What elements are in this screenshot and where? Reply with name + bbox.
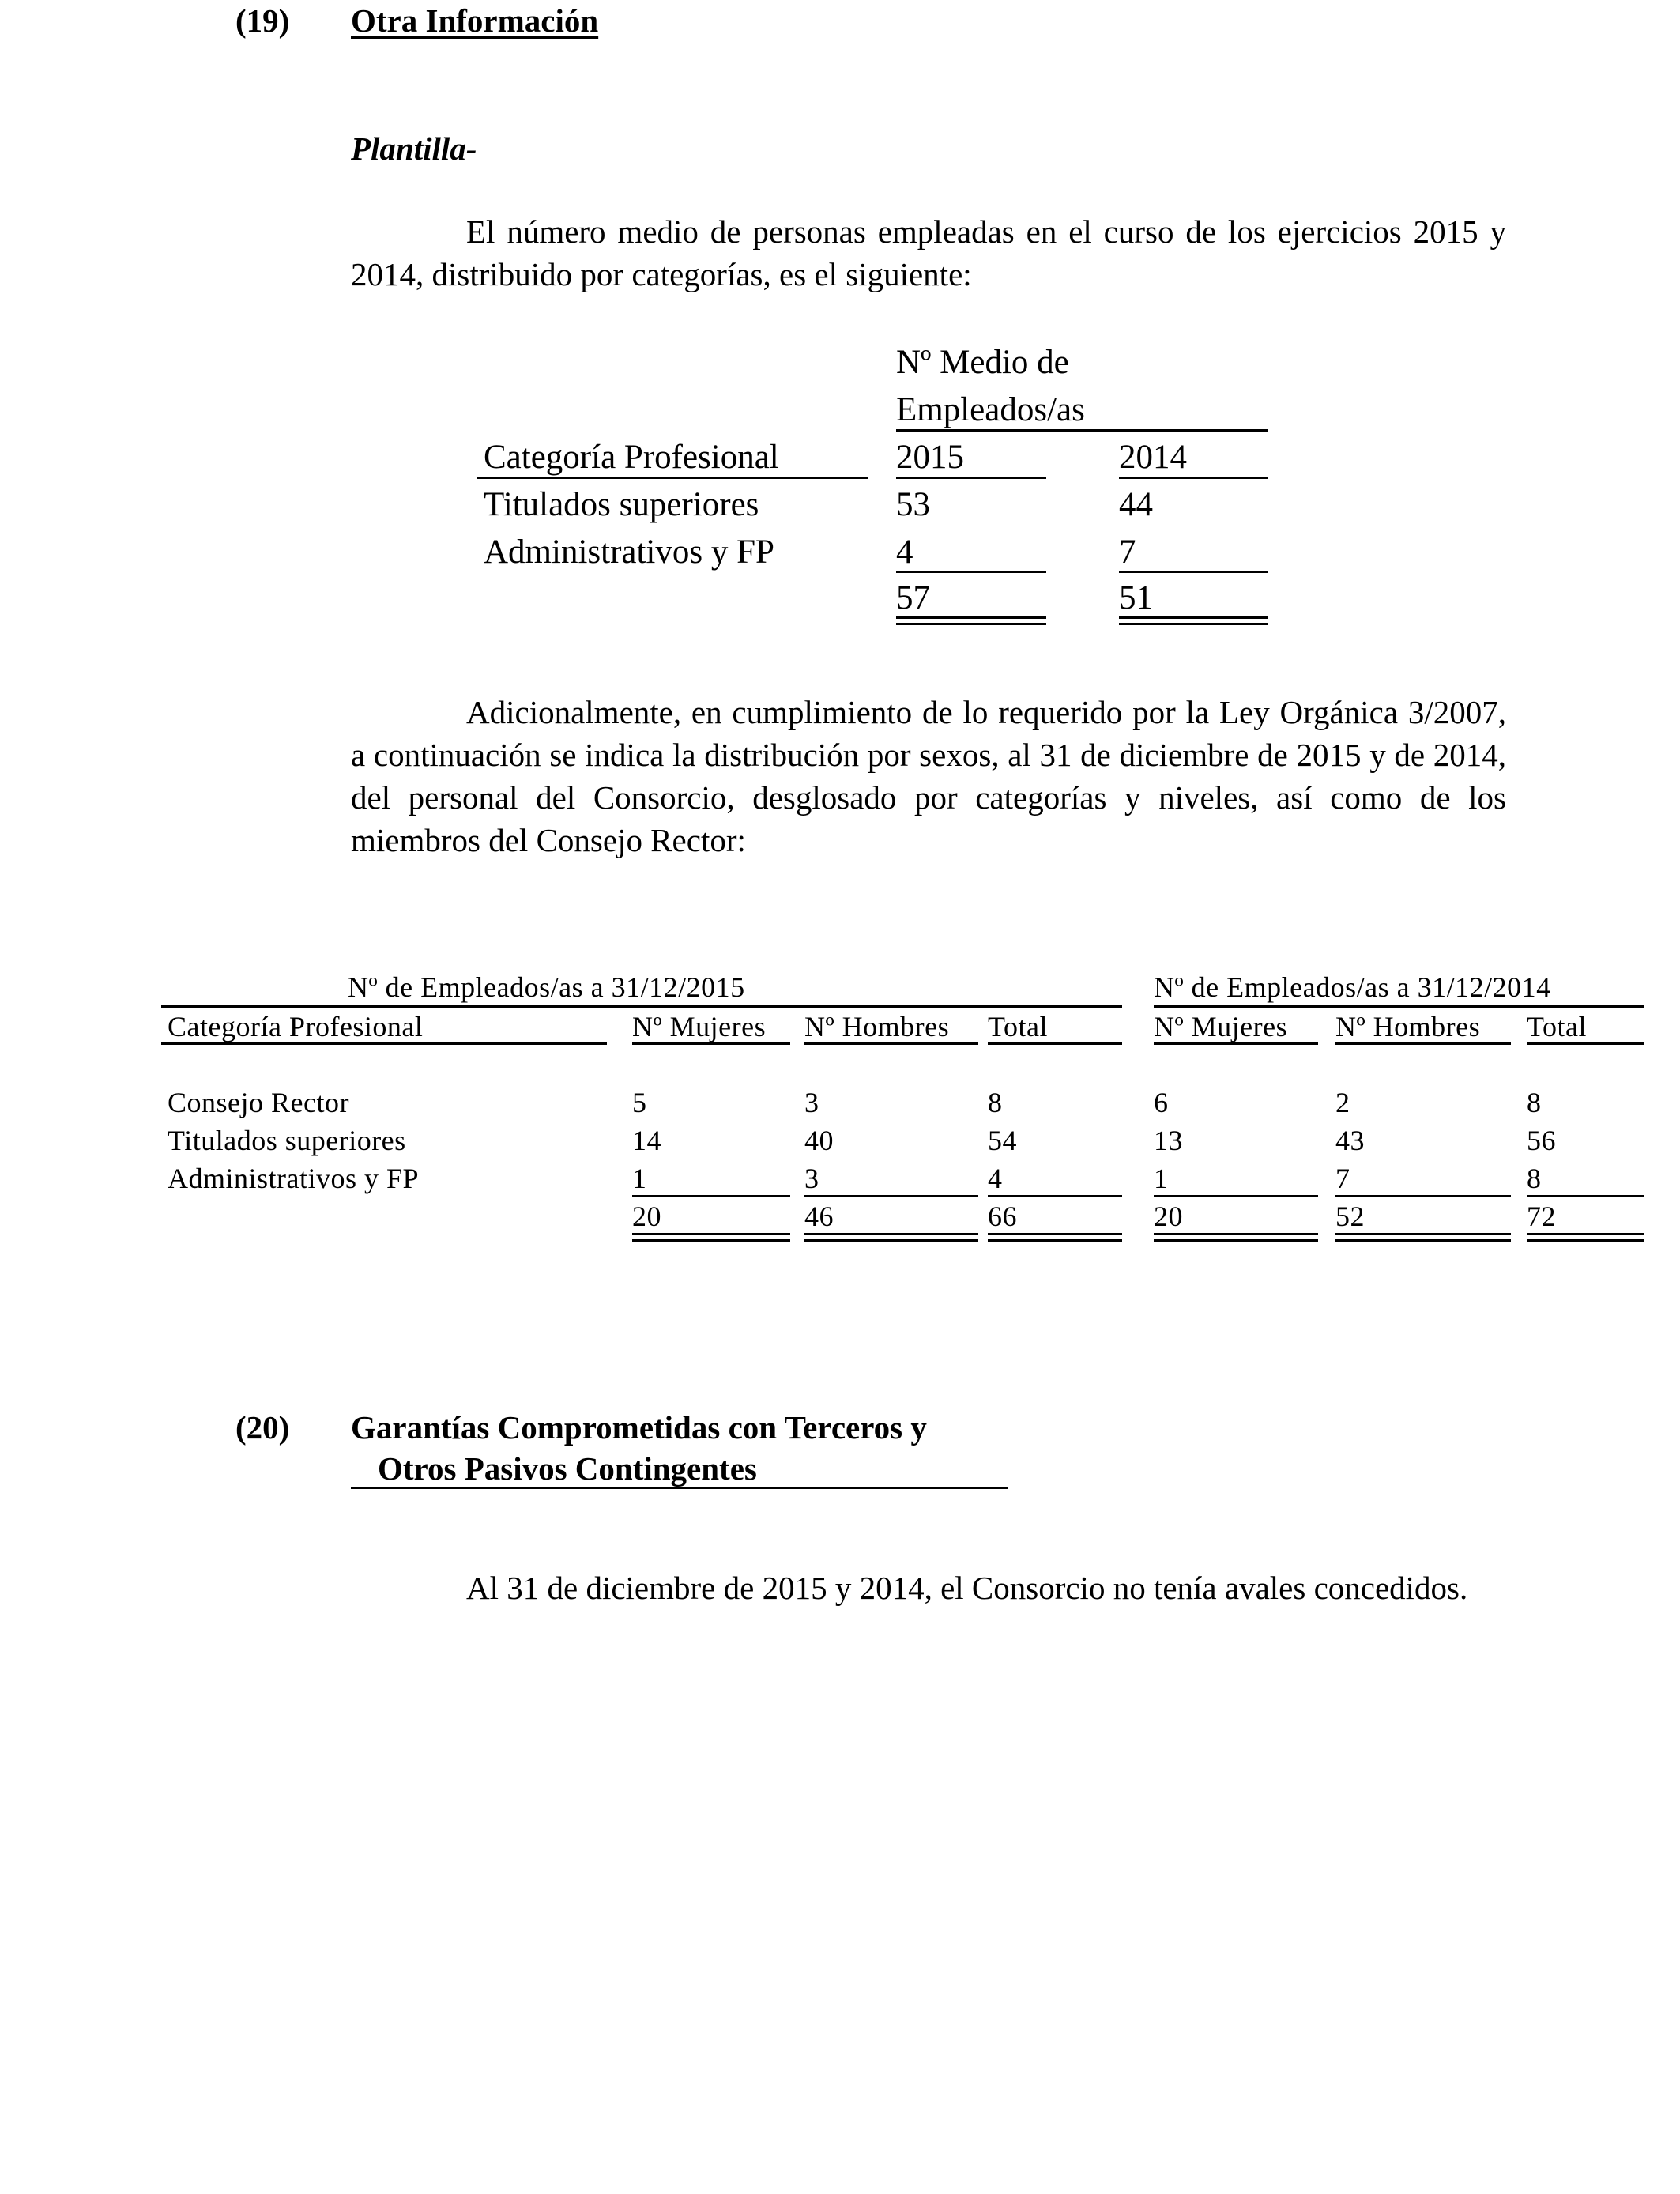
table2-total-rule [988,1233,1122,1235]
table2-total-rule [1527,1233,1644,1235]
table1-total-rule-2015-double [896,623,1046,625]
section-20-title-line1: Garantías Comprometidas con Terceros y [351,1409,927,1446]
table1-rule-2015 [896,477,1046,479]
table1-cell-2015: 4 [896,533,913,571]
table2-row-label: Consejo Rector [168,1087,349,1118]
table2-group-rule-2014 [1154,1005,1644,1008]
table2-col-hombres-2015: Nº Hombres [804,1011,950,1042]
table2-group-2014: Nº de Empleados/as a 31/12/2014 [1154,971,1551,1003]
section-19-number: (19) [235,2,290,39]
subheading-plantilla: Plantilla- [351,130,477,167]
table2-total-rule [632,1233,790,1235]
table2-subtotal-rule [1154,1195,1318,1197]
table1-total-2015: 57 [896,579,930,616]
table2-group-rule-2015 [161,1005,1122,1008]
table2-subtotal-rule [1335,1195,1511,1197]
table2-total-rule-double [1335,1239,1511,1242]
table2-header-rule [988,1042,1122,1045]
table1-total-rule-2015 [896,616,1046,619]
table2-total: 20 [632,1201,661,1232]
section-20-title-underline [351,1487,1008,1489]
table2-total: 20 [1154,1201,1183,1232]
table2-total-rule-double [988,1239,1122,1242]
paragraph-employees-intro: El número medio de personas empleadas en el curso de los ejercicios 2015 y 2014, distribuido por categorías, es el siguiente: [351,213,1506,292]
table2-total-rule-double [804,1239,978,1242]
table2-col-hombres-2014: Nº Hombres [1335,1011,1481,1042]
table2-cell: 4 [988,1163,1003,1194]
table2-cell: 5 [632,1087,647,1118]
table2-cell: 8 [988,1087,1003,1118]
table2-row-label: Administrativos y FP [168,1163,420,1194]
table1-rule-2014 [1119,477,1268,479]
paragraph-gender-distribution: Adicionalmente, en cumplimiento de lo requerido por la Ley Orgánica 3/2007, a continuación se indica la distribución por sexos, al 31 de diciembre de 2015 y de 2014, del personal del Consorcio, desglosado por categorías y niveles, así como de los miembros del Consejo Rector: [351,694,1506,858]
table2-cell: 14 [632,1125,661,1156]
table1-subtotal-rule-2015 [896,571,1046,573]
table2-cell: 54 [988,1125,1017,1156]
table2-total: 66 [988,1201,1017,1232]
table2-col-category: Categoría Profesional [168,1011,424,1042]
table1-header-rule [896,429,1268,432]
table2-cell: 7 [1335,1163,1350,1194]
table2-header-rule [804,1042,978,1045]
table2-cell: 2 [1335,1087,1350,1118]
table1-col-2014: 2014 [1119,439,1187,476]
table2-total-rule-double [632,1239,790,1242]
table2-cell: 56 [1527,1125,1556,1156]
table1-total-rule-2014 [1119,616,1268,619]
table2-total-rule [1335,1233,1511,1235]
table2-total-rule [1154,1233,1318,1235]
table2-cell: 3 [804,1087,819,1118]
table1-header-line1: Nº Medio de [896,344,1069,381]
table1-total-rule-2014-double [1119,623,1268,625]
table2-total: 52 [1335,1201,1365,1232]
table2-header-rule [1335,1042,1511,1045]
table2-cell: 43 [1335,1125,1365,1156]
table2-header-rule [1527,1042,1644,1045]
table2-cell: 3 [804,1163,819,1194]
table1-cell-2014: 7 [1119,533,1136,571]
table2-subtotal-rule [632,1195,790,1197]
table2-header-rule [161,1042,607,1045]
table2-col-mujeres-2014: Nº Mujeres [1154,1011,1288,1042]
table2-col-total-2015: Total [988,1011,1048,1042]
table1-col-2015: 2015 [896,439,964,476]
table1-row-label: Administrativos y FP [484,533,774,571]
table2-subtotal-rule [1527,1195,1644,1197]
table1-rule-category [477,477,868,479]
table2-col-mujeres-2015: Nº Mujeres [632,1011,767,1042]
table2-total: 72 [1527,1201,1556,1232]
table2-cell: 6 [1154,1087,1169,1118]
table2-cell: 8 [1527,1163,1542,1194]
table2-cell: 8 [1527,1087,1542,1118]
table1-cell-2014: 44 [1119,486,1153,523]
table2-total-rule-double [1154,1239,1318,1242]
table1-cell-2015: 53 [896,486,930,523]
section-20-title-line2: Otros Pasivos Contingentes [378,1450,757,1487]
table2-col-total-2014: Total [1527,1011,1587,1042]
table2-cell: 40 [804,1125,834,1156]
table2-subtotal-rule [804,1195,978,1197]
table1-row-label: Titulados superiores [484,486,759,523]
table2-subtotal-rule [988,1195,1122,1197]
table1-col-category: Categoría Profesional [484,439,779,476]
table2-header-rule [1154,1042,1318,1045]
table2-header-rule [632,1042,790,1045]
table2-cell: 1 [632,1163,647,1194]
table1-total-2014: 51 [1119,579,1153,616]
table1-subtotal-rule-2014 [1119,571,1268,573]
table2-group-2015: Nº de Empleados/as a 31/12/2015 [348,971,745,1003]
table1-header-line2: Empleados/as [896,391,1085,428]
table2-total: 46 [804,1201,834,1232]
table2-cell: 13 [1154,1125,1183,1156]
table2-total-rule-double [1527,1239,1644,1242]
section-20-number: (20) [235,1409,290,1446]
table2-cell: 1 [1154,1163,1169,1194]
paragraph-guarantees: Al 31 de diciembre de 2015 y 2014, el Consorcio no tenía avales concedidos. [466,1570,1468,1606]
table2-row-label: Titulados superiores [168,1125,406,1156]
table2-total-rule [804,1233,978,1235]
section-19-title: Otra Información [351,2,599,39]
